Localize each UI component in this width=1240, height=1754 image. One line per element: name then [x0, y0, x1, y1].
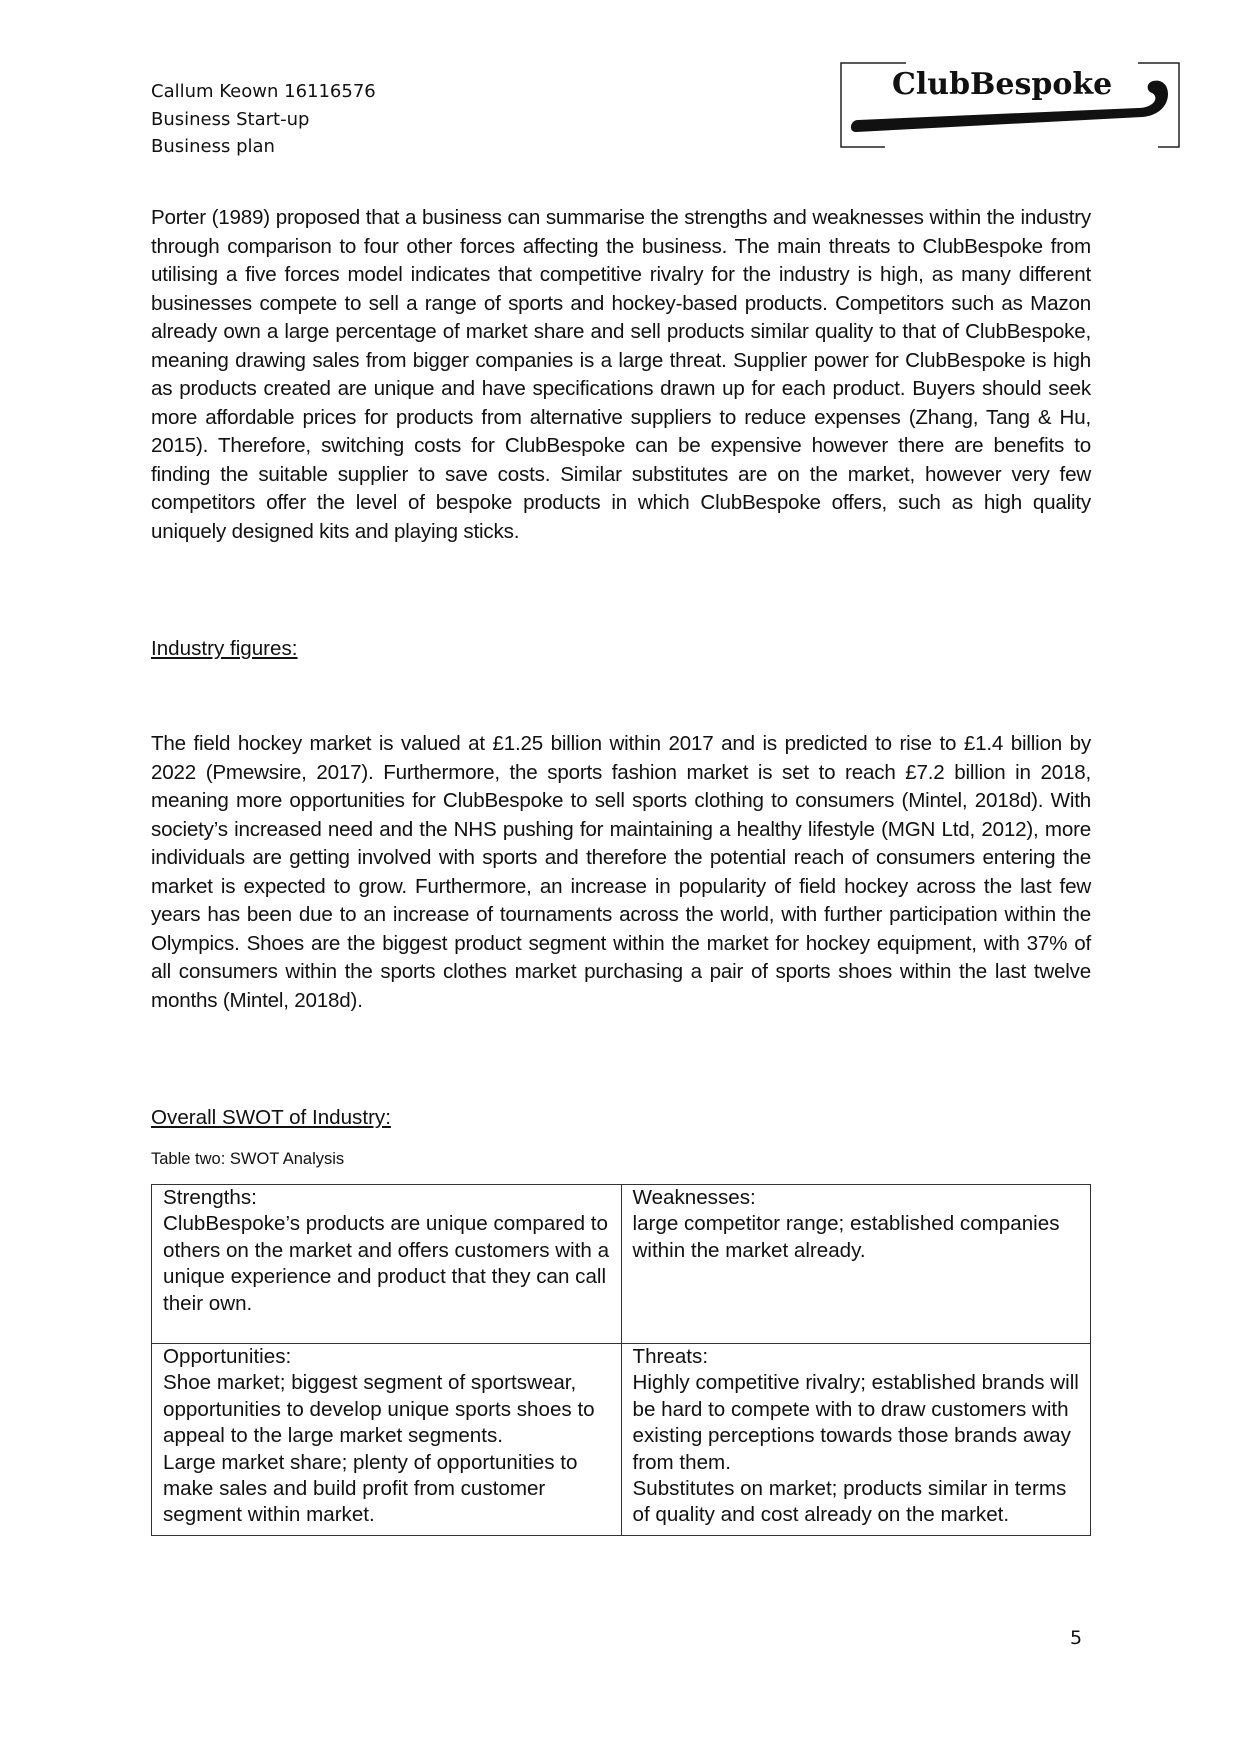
document-line: Business plan: [151, 136, 275, 157]
page-number: 5: [1070, 1627, 1083, 1649]
industry-figures-heading: Industry figures:: [151, 637, 298, 660]
threats-item: Highly competitive rivalry; established brands will be hard to compete with to draw customers with existing perceptions towards those brands away from them.: [632, 1371, 1079, 1474]
opportunities-item: Large market share; plenty of opportunities to make sales and build profit from customer segment within market.: [163, 1450, 578, 1527]
threats-item: Substitutes on market; products similar in terms of quality and cost already on the market.: [632, 1477, 1067, 1527]
swot-row: [152, 1344, 1091, 1536]
document-header: [151, 78, 376, 161]
opportunities-title: Opportunities:: [163, 1345, 292, 1368]
swot-row: [152, 1185, 1091, 1344]
table-caption: Table two: SWOT Analysis: [151, 1150, 345, 1168]
porter-paragraph: Porter (1989) proposed that a business can summarise the strengths and weaknesses within the industry through comparison to four other forces affecting the business. The main threats to ClubBespoke from utilising a five forces model indicates that competitive rivalry for the industry is high, as many different businesses compete to sell a range of sports and hockey-based products. Competitors such as Mazon already own a large percentage of market share and sell products similar quality to that of ClubBespoke, meaning drawing sales from bigger companies is a large threat. Supplier power for ClubBespoke is high as products created are unique and have specifications drawn up for each product. Buyers should seek more affordable prices for products from alternative suppliers to reduce expenses (Zhang, Tang & Hu, 2015). Therefore, switching costs for ClubBespoke can be expensive however there are benefits to finding the suitable supplier to save costs. Similar substitutes are on the market, however very few competitors offer the level of bespoke products in which ClubBespoke offers, such as high quality uniquely designed kits and playing sticks.: [151, 206, 1091, 543]
logo-text: ClubBespoke: [892, 67, 1113, 102]
strengths-title: Strengths:: [163, 1186, 257, 1209]
strengths-cell: [152, 1185, 622, 1344]
author-line: Callum Keown 16116576: [151, 81, 376, 102]
weaknesses-title: Weaknesses:: [632, 1186, 756, 1209]
threats-title: Threats:: [632, 1345, 709, 1368]
weaknesses-item: large competitor range; established companies within the market already.: [632, 1212, 1060, 1262]
opportunities-item: Shoe market; biggest segment of sportswear, opportunities to develop unique sports shoes to appeal to the large market segments.: [163, 1371, 595, 1448]
threats-cell: [621, 1344, 1091, 1536]
opportunities-cell: [152, 1344, 622, 1536]
industry-paragraph: The field hockey market is valued at £1.25 billion within 2017 and is predicted to rise to £1.4 billion by 2022 (Pmewsire, 2017). Furthermore, the sports fashion market is set to reach £7.2 billion in 2018, meaning more opportunities for ClubBespoke to sell sports clothing to consumers (Mintel, 2018d). With society’s increased need and the NHS pushing for maintaining a healthy lifestyle (MGN Ltd, 2012), more individuals are getting involved with sports and therefore the potential reach of consumers entering the market is expected to grow. Furthermore, an increase in popularity of field hockey across the last few years has been due to an increase of tournaments across the world, with further participation within the Olympics. Shoes are the biggest product segment within the market for hockey equipment, with 37% of all consumers within the sports clothes market purchasing a pair of sports shoes within the last twelve months (Mintel, 2018d).: [151, 732, 1091, 1012]
swot-table: [151, 1184, 1091, 1536]
clubbespoke-logo: [840, 62, 1180, 148]
strengths-item: ClubBespoke’s products are unique compared to others on the market and offers customers with a unique experience and product that they can call their own.: [163, 1212, 610, 1315]
weaknesses-cell: [621, 1185, 1091, 1344]
module-line: Business Start-up: [151, 108, 310, 130]
swot-heading: Overall SWOT of Industry:: [151, 1106, 391, 1129]
